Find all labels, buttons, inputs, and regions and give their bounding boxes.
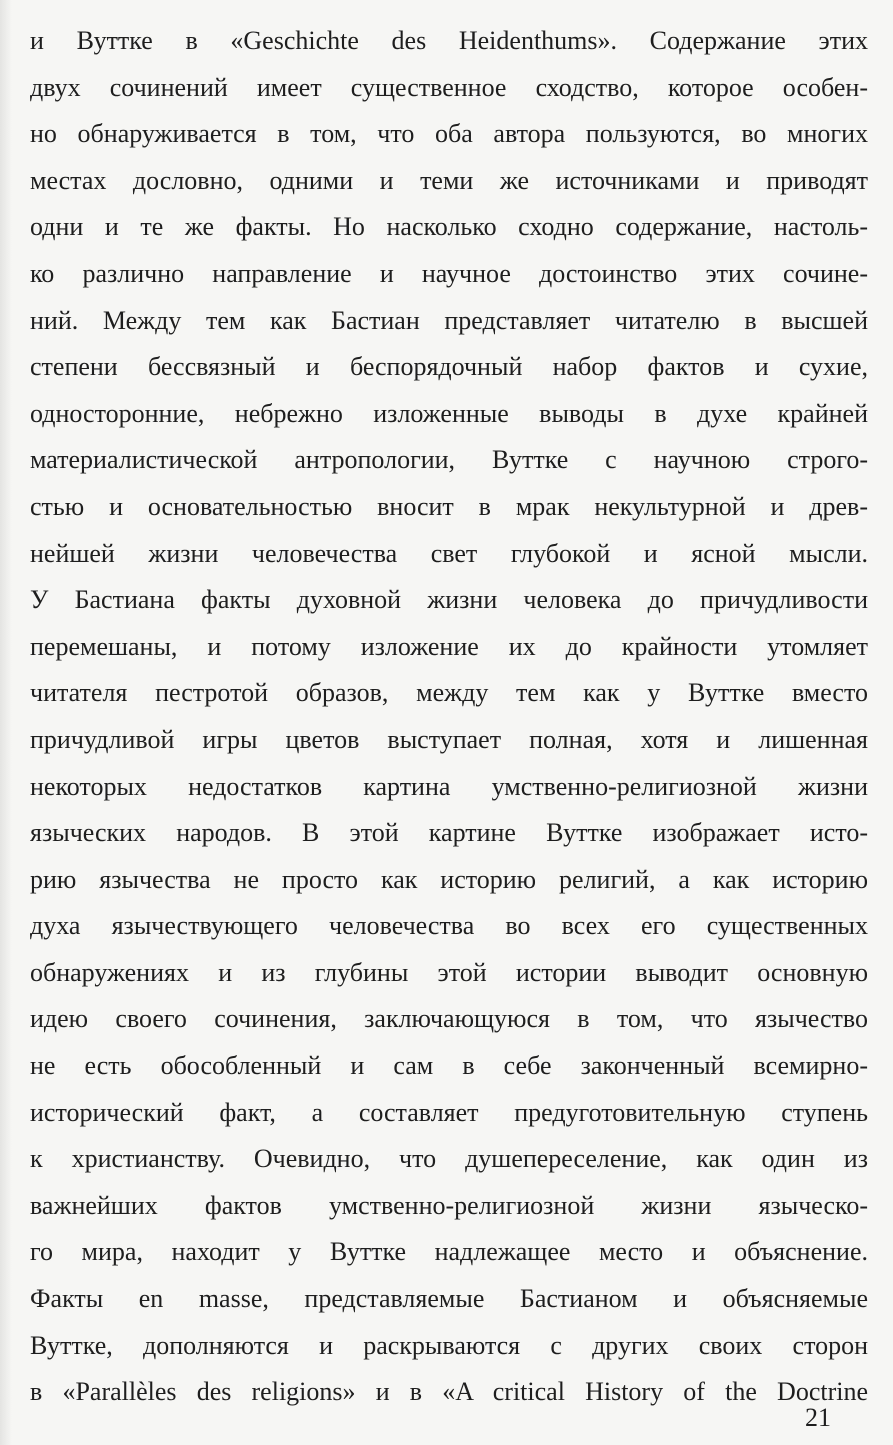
text-line-content: перемешаны, и потому изложение их до крайности утомляет [30,631,868,661]
text-line [30,1043,868,1090]
text-line [30,577,868,624]
text-line-content: степени бессвязный и беспорядочный набор фактов и сухие, [30,352,868,382]
text-line [30,1183,868,1230]
text-line-content: в «Parallèles des religions» и в «A critical History of the Doctrine [30,1377,868,1407]
text-line [30,484,868,531]
text-line-content: стью и основательностью вносит в мрак некультурной и древ- [30,491,868,521]
text-line-content: местах дословно, одними и теми же источниками и приводят [30,165,868,195]
text-line [30,344,868,391]
text-line [30,1136,868,1183]
text-line [30,950,868,997]
text-line [30,1276,868,1323]
text-line-content: но обнаруживается в том, что оба автора пользуются, во многих [30,119,868,149]
text-line [30,1323,868,1370]
text-line [30,810,868,857]
text-line [30,717,868,764]
text-line-content: причудливой игры цветов выступает полная, хотя и лишенная [30,724,868,754]
text-line-content: двух сочинений имеет существенное сходство, которое особен- [30,72,868,102]
text-line [30,1369,868,1416]
text-line-content: языческих народов. В этой картине Вуттке изображает исто- [30,818,868,848]
text-line [30,65,868,112]
text-line-content: к христианству. Очевидно, что душепереселение, как один из [30,1144,868,1174]
text-line-content: ний. Между тем как Бастиан представляет читателю в высшей [30,305,868,335]
text-line [30,764,868,811]
text-line-content: Вуттке, дополняются и раскрываются с других своих сторон [30,1330,868,1360]
text-line [30,18,868,65]
text-line-content: не есть обособленный и сам в себе законченный всемирно- [30,1051,868,1081]
text-line [30,437,868,484]
text-line [30,996,868,1043]
text-line-content: важнейших фактов умственно-религиозной жизни языческо- [30,1190,868,1220]
text-line [30,204,868,251]
text-line [30,857,868,904]
text-line-content: ко различно направление и научное достоинство этих сочине- [30,258,868,288]
page-number: 21 [805,1403,831,1432]
text-line-content: идею своего сочинения, заключающуюся в том, что язычество [30,1004,868,1034]
text-line [30,391,868,438]
text-line-content: и Вуттке в «Geschichte des Heidenthums». Содержание этих [30,26,868,55]
text-line [30,158,868,205]
text-line-content: го мира, находит у Вуттке надлежащее место и объяснение. [30,1237,868,1267]
text-line-content: односторонние, небрежно изложенные выводы в духе крайней [30,398,868,428]
body-text [30,18,868,1416]
text-line [30,251,868,298]
text-line [30,298,868,345]
text-line-content: обнаружениях и из глубины этой истории выводит основную [30,957,868,987]
text-line [30,1229,868,1276]
text-line [30,1090,868,1137]
text-line [30,531,868,578]
text-line-content: некоторых недостатков картина умственно-религиозной жизни [30,771,868,801]
text-line [30,624,868,671]
text-line-content: читателя пестротой образов, между тем как у Вуттке вместо [30,678,868,708]
text-line-content: исторический факт, а составляет предуготовительную ступень [30,1097,868,1127]
text-line [30,903,868,950]
text-line-content: духа язычествующего человечества во всех его существенных [30,911,868,941]
text-line-content: рию язычества не просто как историю религий, а как историю [30,864,868,894]
text-line-content: одни и те же факты. Но насколько сходно содержание, настоль- [30,212,868,242]
text-line-content: Факты en masse, представляемые Бастианом и объясняемые [30,1284,868,1314]
text-line [30,670,868,717]
text-line-content: нейшей жизни человечества свет глубокой и ясной мысли. [30,538,868,568]
text-line-content: материалистической антропологии, Вуттке с научною строго- [30,445,868,475]
text-line [30,111,868,158]
page-edge-shadow [0,0,12,1445]
text-line-content: У Бастиана факты духовной жизни человека до причудливости [30,585,868,615]
